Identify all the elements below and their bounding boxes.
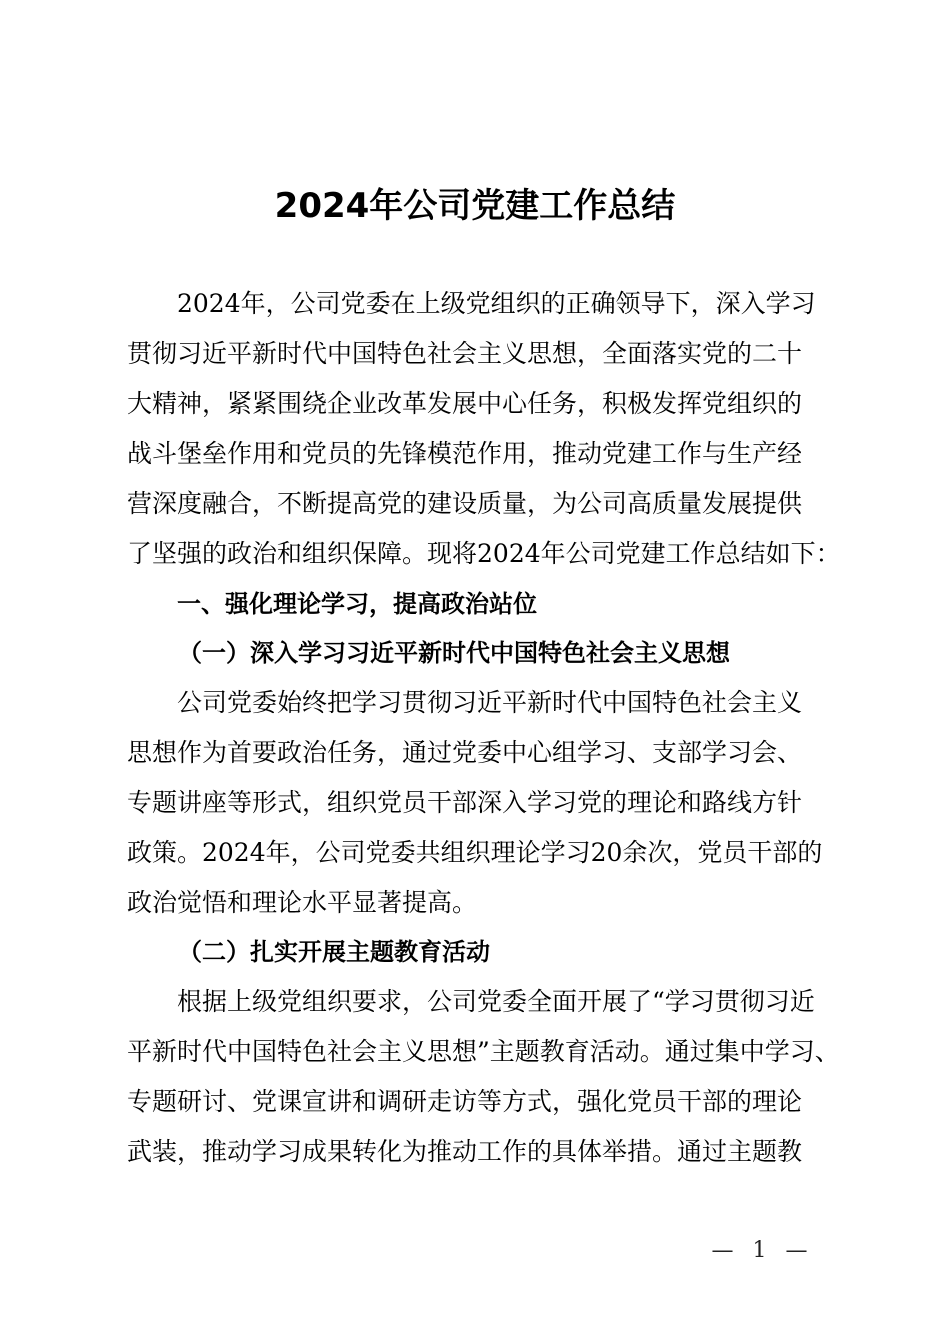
section-heading: 一、强化理论学习，提高政治站位 bbox=[177, 590, 537, 618]
paragraph-line: 专题研讨、党课宣讲和调研走访等方式，强化党员干部的理论 bbox=[127, 1087, 803, 1116]
paragraph-line: 贯彻习近平新时代中国特色社会主义思想，全面落实党的二十 bbox=[127, 339, 803, 368]
paragraph-line: 了坚强的政治和组织保障。现将2024年公司党建工作总结如下： bbox=[127, 539, 841, 568]
paragraph-line: 政治觉悟和理论水平显著提高。 bbox=[127, 888, 478, 917]
paragraph-line: 公司党委始终把学习贯彻习近平新时代中国特色社会主义 bbox=[177, 688, 803, 717]
paragraph-line: 根据上级党组织要求，公司党委全面开展了“学习贯彻习近 bbox=[177, 987, 815, 1016]
page-number: — 1 — bbox=[711, 1238, 814, 1263]
subsection-heading: （一）深入学习习近平新时代中国特色社会主义思想 bbox=[178, 639, 730, 667]
paragraph-line: 武装，推动学习成果转化为推动工作的具体举措。通过主题教 bbox=[127, 1137, 803, 1166]
paragraph-line: 2024年，公司党委在上级党组织的正确领导下，深入学习 bbox=[177, 289, 816, 318]
paragraph-line: 大精神，紧紧围绕企业改革发展中心任务，积极发挥党组织的 bbox=[127, 389, 803, 418]
paragraph-line: 营深度融合，不断提高党的建设质量，为公司高质量发展提供 bbox=[127, 489, 803, 518]
subsection-heading: （二）扎实开展主题教育活动 bbox=[178, 938, 490, 966]
paragraph-line: 战斗堡垒作用和党员的先锋模范作用，推动党建工作与生产经 bbox=[127, 439, 803, 468]
paragraph-line: 思想作为首要政治任务，通过党委中心组学习、支部学习会、 bbox=[127, 738, 803, 767]
document-title: 2024年公司党建工作总结 bbox=[274, 186, 676, 226]
paragraph-line: 平新时代中国特色社会主义思想”主题教育活动。通过集中学习、 bbox=[127, 1037, 840, 1066]
paragraph-line: 专题讲座等形式，组织党员干部深入学习党的理论和路线方针 bbox=[127, 788, 803, 817]
paragraph-line: 政策。2024年，公司党委共组织理论学习20余次，党员干部的 bbox=[127, 838, 823, 867]
